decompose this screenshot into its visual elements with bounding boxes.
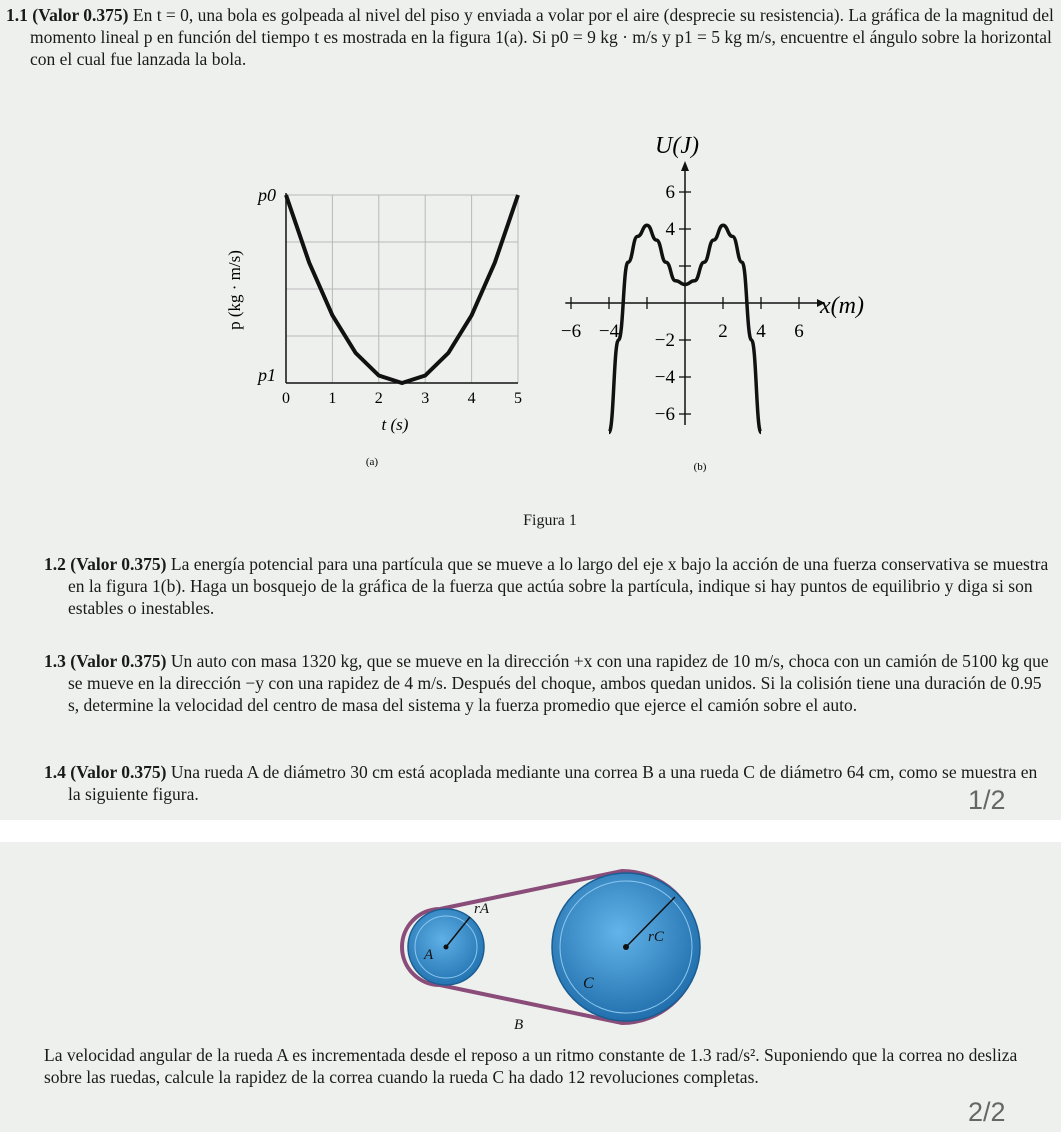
x-tick-label: 4	[467, 390, 476, 407]
x-tick-label: 6	[794, 321, 804, 342]
y-tick-label: −6	[654, 404, 675, 425]
y-axis-arrow	[681, 161, 689, 171]
problem-text: En t = 0, una bola es golpeada al nivel del piso y enviada a volar por el aire (desprecie su resistencia). La gráfica de la magnitud del momento lineal p en función del tiempo t es mostrada en la figura 1(a). Si p0 = 9 kg · m/s y p1 = 5 kg m/s, encuentre el ángulo sobre la horizontal con el cual fue lanzada la bola.	[30, 5, 1054, 69]
x-tick-label: −4	[598, 321, 620, 342]
y-tick-label-p1: p1	[258, 365, 276, 385]
problem-1-1	[6, 4, 1061, 70]
problem-number: 1.2	[44, 554, 66, 574]
x-tick-label: 3	[421, 390, 430, 407]
problem-number: 1.4	[44, 762, 66, 782]
x-tick-label: 0	[282, 390, 290, 407]
y-tick-label: −4	[654, 367, 675, 388]
problem-text: Un auto con masa 1320 kg, que se mueve en la dirección +x con una rapidez de 10 m/s, choca con un camión de 5100 kg que se mueve en la dirección −y con una rapidez de 4 m/s. Después del choque, ambos quedan unidos. Si la colisión tiene una duración de 0.95 s, determine la velocidad del centro de masa del sistema y la fuerza promedio que ejerce el camión sobre el auto.	[68, 651, 1049, 715]
label-A: A	[424, 947, 434, 963]
problem-1-2	[44, 553, 1054, 619]
x-tick-label: 5	[514, 390, 522, 407]
y-axis-label: p (kg · m/s)	[225, 250, 244, 330]
wheel-C-axle	[623, 944, 629, 950]
label-rA: rA	[474, 901, 489, 917]
chart-axes	[565, 161, 825, 425]
page-number: 1/2	[968, 785, 1006, 815]
problem-value: (Valor 0.375)	[32, 5, 129, 25]
y-tick-labels	[256, 185, 276, 385]
problem-1-4	[44, 761, 1054, 805]
label-C: C	[583, 975, 594, 992]
x-tick-labels	[561, 321, 804, 342]
page-number: 2/2	[968, 1097, 1006, 1127]
figure-1a-momentum-chart	[210, 165, 540, 475]
wheels-belt-figure	[390, 857, 710, 1042]
label-rC: rC	[648, 929, 664, 945]
wheel-A-axle	[444, 945, 449, 950]
label-B: B	[514, 1017, 524, 1033]
figure-1b-potential-chart	[535, 125, 905, 480]
x-tick-label: 2	[718, 321, 728, 342]
problem-number: 1.1	[6, 5, 28, 25]
problem-number: 1.3	[44, 651, 66, 671]
problem-text: La energía potencial para una partícula que se mueve a lo largo del eje x bajo la acción de una fuerza conservativa se muestra en la figura 1(b). Haga un bosquejo de la gráfica de la fuerza que actúa sobre la partícula, indique si hay puntos de equilibrio y diga si son estables o inestables.	[68, 554, 1049, 618]
problem-1-3	[44, 650, 1054, 716]
problem-1-4-question: La velocidad angular de la rueda A es incrementada desde el reposo a un ritmo constante de 1.3 rad/s². Suponiendo que la correa no desliza sobre las ruedas, calcule la rapidez de la correa cuando la rueda C ha dado 12 revoluciones completas.	[44, 1045, 1018, 1087]
figure-caption: Figura 1	[523, 512, 577, 529]
problem-value: (Valor 0.375)	[70, 651, 167, 671]
page-2	[0, 842, 1061, 1132]
problem-value: (Valor 0.375)	[70, 762, 167, 782]
problem-text: Una rueda A de diámetro 30 cm está acoplada mediante una correa B a una rueda C de diámetro 64 cm, como se muestra en la siguiente figura.	[68, 762, 1038, 804]
x-tick-labels	[282, 390, 522, 407]
x-axis-label: x(m)	[820, 293, 864, 319]
figure-sublabel-b: (b)	[693, 461, 707, 473]
y-tick-label: −2	[654, 330, 675, 351]
figure-sublabel-a: (a)	[365, 456, 379, 468]
x-tick-label: −6	[560, 321, 582, 342]
x-tick-label: 1	[328, 390, 337, 407]
x-tick-label: 2	[374, 390, 383, 407]
y-tick-label: 4	[665, 219, 675, 240]
problem-value: (Valor 0.375)	[70, 554, 167, 574]
y-tick-label: 6	[665, 182, 675, 203]
x-axis-label: t (s)	[381, 415, 409, 434]
x-tick-label: 4	[756, 321, 766, 342]
y-axis-label: U(J)	[655, 133, 699, 159]
y-tick-label-p0: p0	[258, 185, 276, 205]
